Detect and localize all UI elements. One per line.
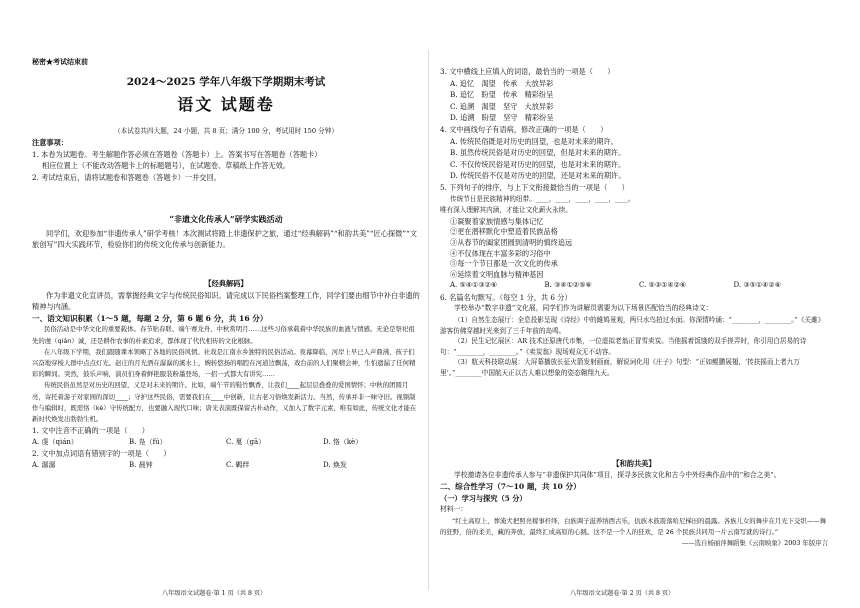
sub1-heading: （一）学习与探究（5 分） [440,493,527,503]
q4-option-c[interactable]: C. 不仅传统民俗是对历史的回望，也是对未来的期许。 [450,159,626,169]
footer-left: 八年级语文试题卷·第 1 页（共 8 页） [162,590,267,597]
material-1-source: ——选自杨丽萍舞蹈集《云南映象》2003 年版序言 [681,539,828,548]
q2-option-a[interactable]: A. 潺潺 [32,460,56,469]
question-2-options [32,460,420,472]
q5-item-1: ①凝聚着家族情感与集体记忆 [450,216,544,226]
q2-option-d[interactable]: D. 焕发 [323,460,347,469]
instruction-2: 2. 考试结束后，请将试题卷和答题卷（答题卡）一并交回。 [32,172,221,182]
q5-item-3: ③从春节的阖家团圆到清明的慎终追远 [450,237,573,247]
instructions [32,126,420,183]
section2-intro: 学校邀请各位非遗传承人参与“非遗保护共同体”项目，探寻多民族文化和古今中外经典作品中的“和合之美”。 [454,470,781,479]
q2-option-c[interactable]: C. 羁绊 [226,460,250,469]
question-3: 3. 文中横线上应填入的词语，最恰当的一项是（ ） [440,67,615,76]
question-2: 2. 文中加点词语有错别字的一项是（ ） [32,449,171,459]
q5-option-c[interactable]: C. ⑤③①④②⑥ [639,281,687,290]
section1-title: 【经典解码】 [204,279,248,288]
secret-label: 秘密★考试结束前 [32,57,88,66]
q6-part-1: （1）自然生态展厅：全息投影呈现《诗经》中的雎鸠景观，两只水鸟拍过水面。你深情吟诵：“________，________。”《关雎》游客仿佛穿越时光来到了三千年前的岛鸣。 [440,316,825,335]
passage-paragraph-3: 传统民俗虽然是对历史的回望，又是对未来的期许。比如，端午节的鞋竹飘香，让我们____起层层叠叠的爱国情怀；中秋的团圆月亮，寄托着游子对家园的深切____；守护这些民俗，需要我们在____中创新，让古老习俗焕发新活力。当然，传承并非一味守旧。视频制作与编辑时，既需恪（kè）守传统配方，也要融入现代口味；唐光表演既保留古朴动作，又加入了数字元素，唯有如此，传统文化才能在新时代焕发出勃勃生机。 [32,381,417,423]
q5-option-a[interactable]: A. ⑤④①③②⑥ [450,281,498,290]
activity-title: “非遗文化传承人”研学实践活动 [169,214,283,224]
section2-title: 【和韵共美】 [612,459,656,468]
passage-paragraph-2: 在八年级下学期，我们跟随课本领略了各地的民俗风情。社戏是江南水乡独特的民俗活动。夜幕降临，河岸上早已人声鼎沸，孩子们兴奋地穿梭人群中点点灯光。赵庄的月光洒在潺潺的溪水上，婉转悠扬的唱腔在河道边飘荡，戏台前的人们聚精会神，生怕遗漏了任何精彩的瞬间。突然，鼓乐声响，演员们身着鲜艳服装粉墨登场，一招一式都大有讲究…… [32,347,416,379]
q1-option-a[interactable]: A. 虔（qián） [32,437,78,446]
q4-option-a[interactable]: A. 传统民俗既是对历史的回望，也是对未来的期许。 [450,136,618,146]
q4-option-d[interactable]: D. 传统民俗不仅是对历史的回望，还是对未来的期许。 [450,171,626,181]
section-harmony [440,458,828,550]
q5-lead: 传统节日是民族精神的纽带。____，____，____，____，____。 [450,194,635,203]
section1-intro: 作为非遗文化宣讲员，需掌握经典文字与传统民俗知识。请完成以下民俗档案整理工作，同学们要由细节中补白非遗的精神与内涵。 [32,290,420,312]
material-1-text: “红土高原上，葬淹犬把照亮稼事杆绎，白族调子滋养纳西古乐，佤族木鼓震落哈尼梯田的晨露。各族儿女的舞步在月光下交织——舞的狂野，倍的柔美，藏的奔放，最终汇成高原的心跳。这不是一个人的狂欢，是 26 个民族共同用一片云南写就的诗行。” [440,516,826,537]
q5-item-6: ⑥延续着文明血脉与精神基因 [450,269,544,279]
exam-title: 2024～2025 学年八年级下学期期末考试 [126,76,326,88]
question-5: 5. 下列句子的排序，与上下文衔接最恰当的一项是（ ） [440,182,629,192]
q3-option-b[interactable]: B. 追忆 盼望 传承 精彩纷呈 [450,90,554,100]
paper-title: 语文 试题卷 [177,95,275,114]
q3-option-a[interactable]: A. 追忆 渴望 传承 大放异彩 [450,78,554,88]
q-heading-1: 一、语文知识积累（1～5 题，每题 2 分，第 6 题 6 分，共 16 分） [32,313,268,323]
q1-option-c[interactable]: C. 戛（gā） [226,437,266,446]
activity-intro-text: 同学们，欢迎参加“非遗传承人”研学考核！本次测试将踏上非遗保护之旅，通过“经典解码”“和韵共美”“匠心探微”“文旅创写”四大实践环节，检验你们的传统文化传承与创新能力。 [32,228,417,250]
question-4: 4. 文中画线句子有语病，修改正确的一项是（ ） [440,124,608,134]
question-6: 6. 名篇名句默写。（每空 1 分，共 6 分） [440,292,572,302]
material-1-label: 材料一： [440,505,468,514]
instructions-heading: 注意事项： [32,138,68,147]
question-1-options [32,437,420,449]
question-1: 1. 文中注音不正确的一项是（ ） [32,426,149,436]
q5-option-b[interactable]: B. ③④①②⑤⑥ [544,281,592,290]
q4-option-b[interactable]: B. 虽然传统民俗是对历史的回望，但是对未来的期许。 [450,148,626,158]
instruction-1b: 相应位置上（不能改动答题卡上的标题题号），在试题卷、草稿纸上作答无效。 [42,161,290,171]
q3-option-c[interactable]: C. 追溯 渴望 坚守 大放异彩 [450,101,554,111]
exam-scope: （本试卷共四大题，24 小题，共 8 页；满分 100 分，考试用时 150 分钟） [114,127,338,135]
q6-part-3: （3）航天科技联动展：大屏幕播放长征火箭发射画面，解说词化用《庄子》句型：“正如鲲鹏展翅，‘抟扶摇而上者九万里’。”________中国航天正以古人难以想象的姿态翱翔九天。 [440,358,800,378]
q6-intro: 学校举办“数字非遗”文化展，同学们作为讲解员需要为以下场景匹配恰当的经典诗文： [454,304,713,313]
q1-option-d[interactable]: D. 恪（kè） [323,437,363,446]
q2-option-b[interactable]: B. 晨钟 [129,460,153,469]
q5-item-2: ②更在潜移默化中塑造着民族品格 [450,227,558,237]
q5-item-4: ④不仅体现在丰富多彩的习俗中 [450,248,551,258]
right-page [440,0,828,608]
q5-item-5: ⑤每一个节日都是一次文化的传承 [450,259,558,269]
part2-heading: 二、综合性学习（7～10 题，共 10 分） [440,482,581,492]
q6-part-2: （2）民生记忆展区：AR 技术还原唐代市集，一位虚拟老翁正冒雪卖炭。当他摇着饭饿的双手搓弄时，你引用白居易的诗句：“________，________。”《卖炭翁》现场观众无不动容。 [440,337,807,356]
instruction-1: 1. 本卷为试题卷。考生解题作答必须在答题卷（答题卡）上。答案书写在答题卷（答题卡） [32,149,322,159]
page-divider [428,50,429,590]
left-page [32,0,420,608]
footer-right: 八年级语文试题卷·第 2 页（共 8 页） [570,590,675,597]
passage-paragraph-1: 民俗活动是中华文化的重要载体。春节贴春联、端午赛龙舟、中秋赏明月……这些习俗承载着中华民族的血液与情感。无论是祭祀祖先的虔（qián）诚，还是耕作农事的朴素追求，都体现了代代相传的文化根脉。 [32,325,415,345]
q1-option-b[interactable]: B. 凫（fú） [129,437,167,446]
q3-option-d[interactable]: D. 追溯 盼望 坚守 精彩纷呈 [450,113,554,123]
questions-3-5 [440,66,828,379]
section-classic [32,278,420,472]
q5-tail: 唯有深入理解其内涵，才能让文化薪火永续。 [440,206,572,215]
q5-option-d[interactable]: D. ③⑤①④②⑥ [733,281,781,290]
question-5-options [440,280,828,292]
activity-intro [32,214,420,251]
